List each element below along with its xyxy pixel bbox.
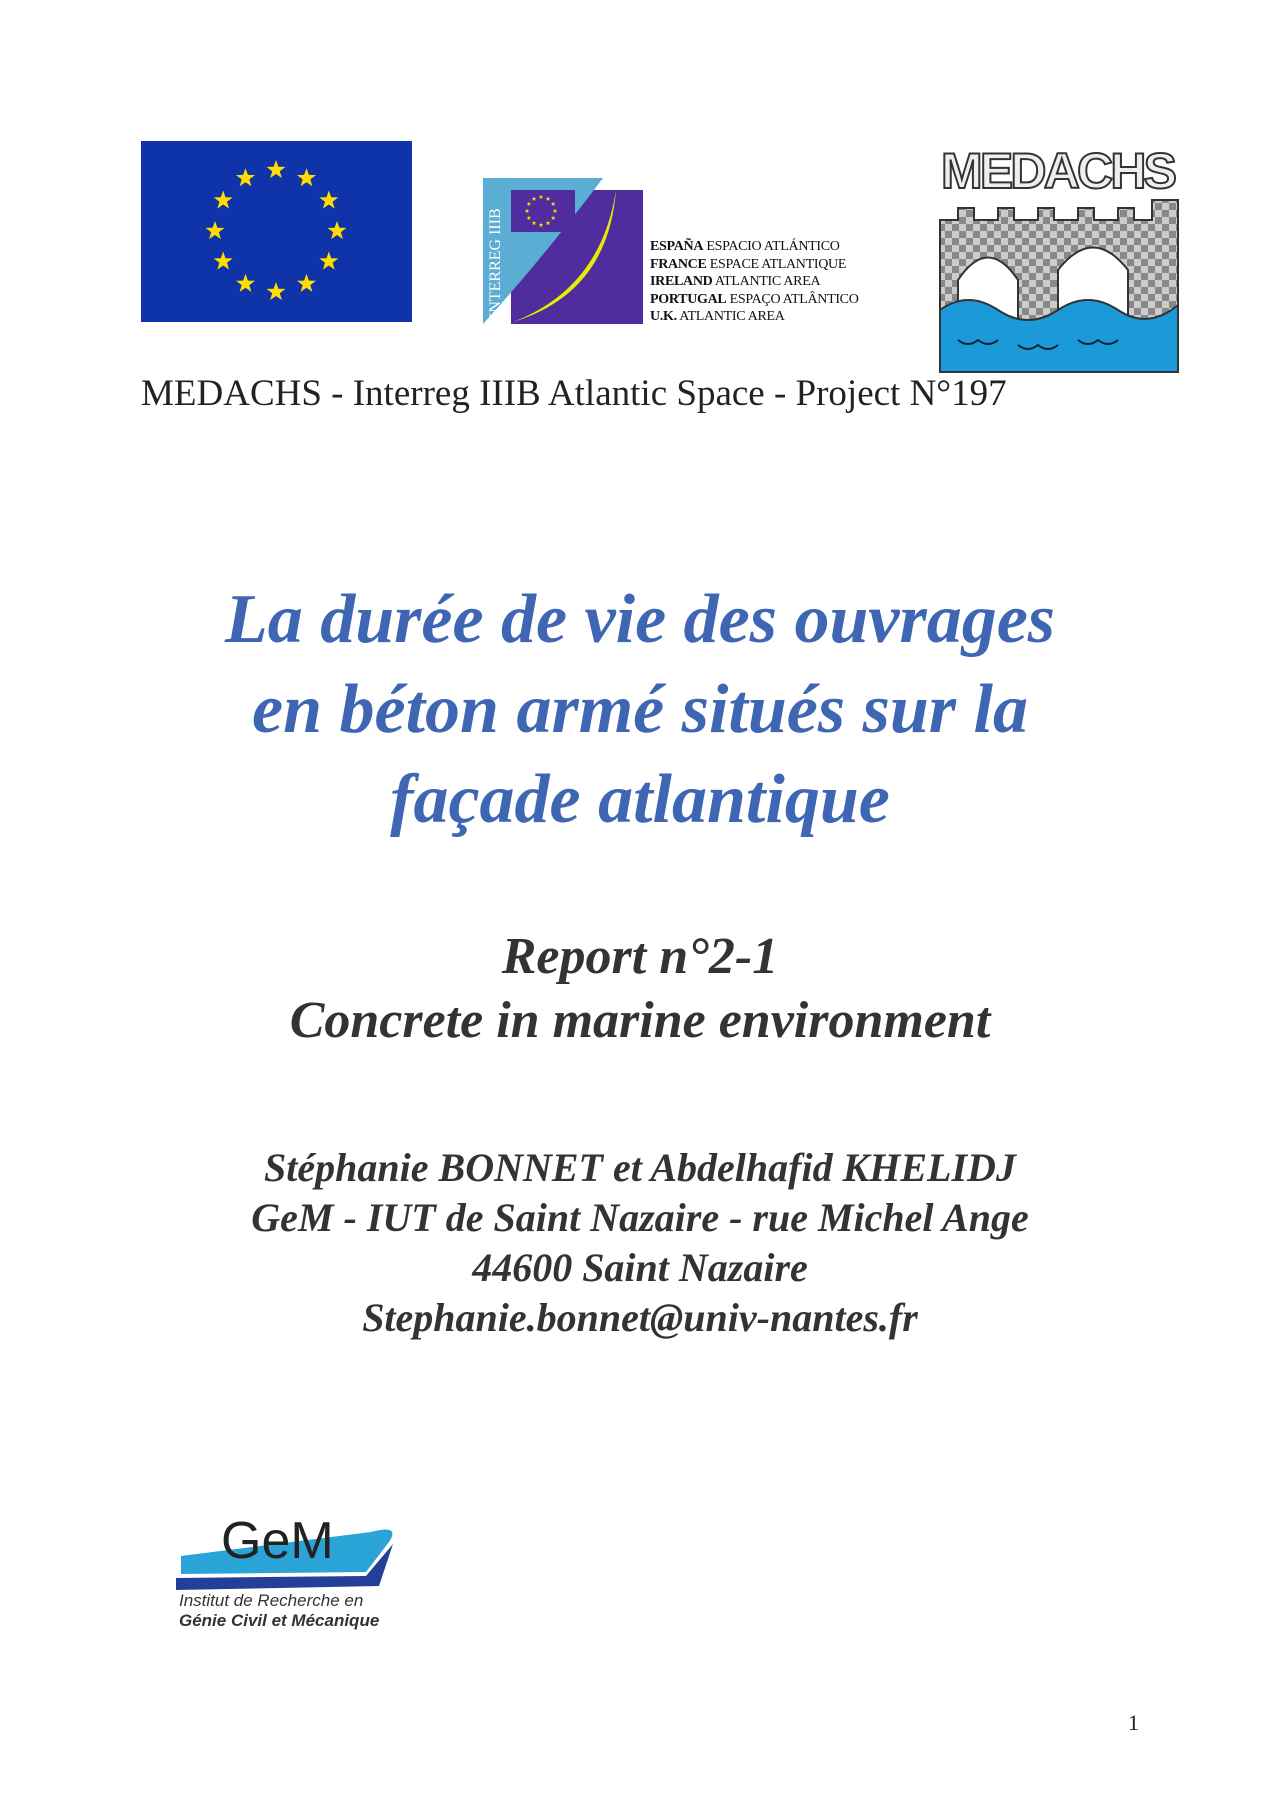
interreg-line: U.K. ATLANTIC AREA bbox=[650, 309, 785, 324]
interreg-line: ESPAÑA ESPACIO ATLÁNTICO bbox=[650, 239, 840, 254]
medachs-logo-text: MEDACHS bbox=[941, 143, 1177, 199]
author-email: Stephanie.bonnet@univ-nantes.fr bbox=[362, 1295, 918, 1340]
page-number: 1 bbox=[1128, 1710, 1139, 1735]
title-line: La durée de vie des ouvrages bbox=[224, 581, 1056, 658]
author-names: Stéphanie BONNET et Abdelhafid KHELIDJ bbox=[264, 1145, 1016, 1190]
interreg-line: PORTUGAL ESPAÇO ATLÂNTICO bbox=[650, 291, 859, 307]
authors-block bbox=[0, 1143, 1280, 1343]
author-city: 44600 Saint Nazaire bbox=[472, 1245, 808, 1290]
report-topic: Concrete in marine environment bbox=[289, 992, 991, 1049]
document-title bbox=[0, 575, 1280, 845]
report-number: Report n°2-1 bbox=[501, 928, 779, 985]
interreg-logo bbox=[483, 178, 645, 324]
eu-flag-logo bbox=[141, 141, 412, 322]
interreg-line: FRANCE ESPACE ATLANTIQUE bbox=[650, 256, 847, 272]
report-subtitle bbox=[0, 925, 1280, 1053]
gem-logo-line1: Institut de Recherche en bbox=[179, 1591, 364, 1610]
interreg-country-list bbox=[650, 238, 859, 326]
title-line: en béton armé situés sur la bbox=[252, 671, 1028, 748]
interreg-vertical-text: INTERREG IIIB bbox=[487, 208, 504, 318]
author-affiliation: GeM - IUT de Saint Nazaire - rue Michel Ange bbox=[251, 1195, 1029, 1240]
title-line: façade atlantique bbox=[390, 761, 890, 838]
gem-logo bbox=[141, 1494, 436, 1644]
medachs-logo bbox=[938, 140, 1180, 374]
interreg-line: IRELAND ATLANTIC AREA bbox=[650, 274, 821, 289]
project-header: MEDACHS - Interreg IIIB Atlantic Space - Project N°197 bbox=[141, 373, 1007, 414]
gem-logo-text: GeM bbox=[221, 1512, 334, 1570]
gem-logo-line2: Génie Civil et Mécanique bbox=[179, 1611, 380, 1630]
